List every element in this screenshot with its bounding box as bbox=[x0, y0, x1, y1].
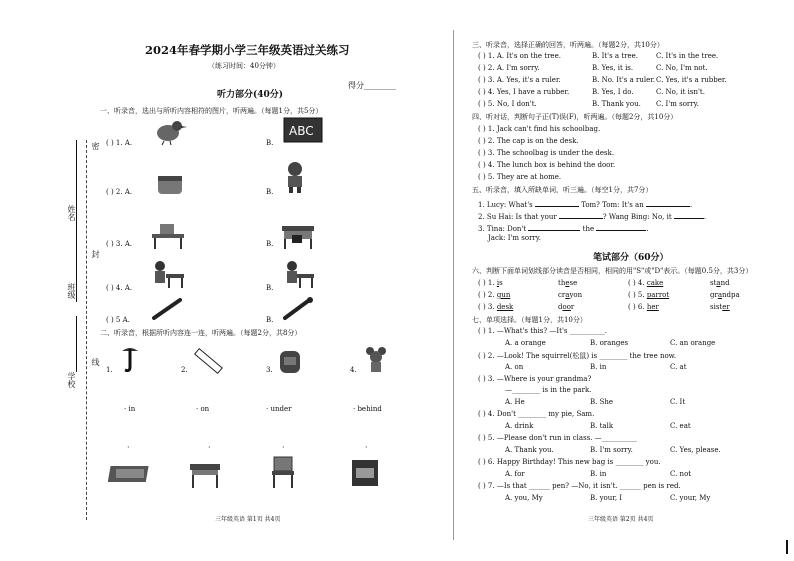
q1-row-5-right: B. bbox=[266, 316, 274, 324]
q2-num-4: 4. bbox=[350, 366, 357, 374]
side-name-label: 姓名 bbox=[67, 205, 76, 221]
q7-item-5-a: A. Thank you. bbox=[505, 446, 554, 454]
q6-item-3: ( ) 3. desk bbox=[478, 303, 514, 311]
marker-pen-icon bbox=[280, 296, 316, 322]
q7-item-1-b: B. oranges bbox=[590, 339, 629, 347]
blank-5[interactable] bbox=[528, 222, 580, 231]
q6-item-6-word: sister bbox=[710, 303, 730, 311]
bag-on-desk-icon bbox=[150, 220, 186, 250]
q1-row-1-right: B. bbox=[266, 139, 274, 147]
q3-row-5: ( ) 5. No, I don't. bbox=[478, 100, 537, 108]
q7-item-7-b: B. your, I bbox=[590, 494, 623, 502]
q4-row-5: ( ) 5. They are at home. bbox=[478, 173, 562, 181]
q4-row-4: ( ) 4. The lunch box is behind the door. bbox=[478, 161, 616, 169]
q3-row-3-c: C. Yes, it's a rubber. bbox=[656, 76, 727, 84]
q5-line-2: 2. Su Hai: Is that your ? Wang Bing: No, it . bbox=[478, 210, 706, 221]
robot-toy-icon bbox=[280, 160, 310, 194]
footer-page-2: 三年级英语 第2页 共4页 bbox=[588, 516, 654, 523]
q7-item-7-c: C. your, My bbox=[670, 494, 711, 502]
q6-item-3-word: door bbox=[558, 303, 575, 311]
q3-instruction: 三、听录音，选择正确的回答，听两遍。（每题2分，共10分） bbox=[472, 41, 664, 49]
written-section-title: 笔试部分（60分） bbox=[593, 253, 669, 263]
blank-3[interactable] bbox=[559, 210, 603, 219]
q2-word-in: · in bbox=[124, 405, 136, 413]
q7-item-5: ( ) 5. —Please don't run in class. —__________ bbox=[478, 434, 637, 442]
q7-item-6-a: A. for bbox=[505, 470, 525, 478]
q3-row-1-b: B. It's a tree. bbox=[592, 52, 638, 60]
side-mi: 密 bbox=[91, 142, 100, 150]
q7-item-4: ( ) 4. Don't ________ my pie, Sam. bbox=[478, 410, 595, 418]
q2-num-1: 1. bbox=[106, 366, 113, 374]
blank-6[interactable] bbox=[596, 222, 646, 231]
q6-item-1: ( ) 1. is bbox=[478, 279, 503, 287]
q6-item-4-word: stand bbox=[710, 279, 730, 287]
pen-icon bbox=[150, 296, 186, 322]
q6-item-4: ( ) 4. cake bbox=[628, 279, 664, 287]
binding-dashed-line bbox=[86, 140, 87, 520]
box-icon bbox=[350, 458, 380, 488]
q7-item-3-a: A. He bbox=[505, 398, 525, 406]
q3-row-5-c: C. I'm sorry. bbox=[656, 100, 699, 108]
q7-item-4-c: C. eat bbox=[670, 422, 691, 430]
q6-item-5-word: grandpa bbox=[710, 291, 740, 299]
blackboard-abc-icon bbox=[283, 117, 323, 143]
side-school-label: 学校 bbox=[67, 372, 76, 388]
q7-item-1-c: C. an orange bbox=[670, 339, 716, 347]
bag-in-desk-icon bbox=[280, 220, 316, 250]
q7-item-2-a: A. on bbox=[505, 363, 524, 371]
q5-line-1: 1. Lucy: What's Tom? Tom: It's an . bbox=[478, 198, 692, 209]
edge-mark bbox=[786, 540, 788, 554]
q5-instruction: 五、听录音，填入所缺单词，听三遍。（每空1分，共7分） bbox=[472, 186, 653, 194]
q1-row-3-right: B. bbox=[266, 240, 274, 248]
time-note: （练习时间：40分钟） bbox=[208, 62, 280, 70]
q3-row-4: ( ) 4. Yes, I have a rubber. bbox=[478, 88, 570, 96]
q7-item-7: ( ) 7. —Is that ______ pen? —No, it isn't. ______ pen is red. bbox=[478, 482, 681, 490]
q7-item-3: ( ) 3. —Where is your grandma? bbox=[478, 375, 592, 383]
q7-item-2: ( ) 2. —Look! The squirrel(松鼠) is ________ the tree now. bbox=[478, 352, 677, 360]
q2-instruction: 二、听录音，根据所听内容连一连，听两遍。（每题2分，共8分） bbox=[100, 329, 302, 337]
q7-item-3-c: C. It bbox=[670, 398, 686, 406]
side-xian: 线 bbox=[91, 358, 100, 366]
desk-icon bbox=[188, 456, 222, 490]
q1-row-5-left: ( ) 5 A. bbox=[106, 316, 130, 324]
q7-item-4-a: A. drink bbox=[505, 422, 534, 430]
boy-at-desk-icon bbox=[150, 258, 186, 290]
q1-row-2-right: B. bbox=[266, 188, 274, 196]
girl-at-desk-icon bbox=[280, 258, 316, 290]
q1-row-2-left: ( ) 2. A. bbox=[106, 188, 133, 196]
q2-word-under: · under bbox=[266, 405, 292, 413]
q3-row-4-b: B. Yes, I do. bbox=[592, 88, 634, 96]
chair-icon bbox=[268, 454, 298, 490]
pencil-case-icon bbox=[155, 170, 185, 198]
q1-row-4-left: ( ) 4. A. bbox=[106, 284, 133, 292]
q7-item-3-line-2: —________ is in the park. bbox=[505, 386, 592, 394]
q3-row-1-c: C. It's in the tree. bbox=[656, 52, 719, 60]
q1-row-3-left: ( ) 3. A. bbox=[106, 240, 133, 248]
q7-item-5-b: B. I'm sorry. bbox=[590, 446, 633, 454]
q4-row-1: ( ) 1. Jack can't find his schoolbag. bbox=[478, 125, 601, 133]
schoolbag-icon bbox=[276, 345, 304, 375]
q1-row-1-left: ( ) 1. A. bbox=[106, 139, 133, 147]
q5-line-4: Jack: I'm sorry. bbox=[488, 234, 542, 242]
q7-item-2-c: C. at bbox=[670, 363, 687, 371]
bird-icon bbox=[150, 116, 190, 146]
fold-divider bbox=[453, 30, 454, 540]
q3-row-2: ( ) 2. A. I'm sorry. bbox=[478, 64, 540, 72]
q3-row-1: ( ) 1. A. It's on the tree. bbox=[478, 52, 561, 60]
ruler-icon bbox=[192, 345, 224, 375]
q1-instruction: 一、听录音，选出与所听内容相符的图片，听两遍。（每题1分，共5分） bbox=[100, 107, 323, 115]
q7-instruction: 七、单项选择。（每题1分，共10分） bbox=[472, 316, 587, 324]
q6-item-1-word: these bbox=[558, 279, 578, 287]
side-feng: 封 bbox=[91, 250, 100, 258]
q2-word-behind: · behind bbox=[353, 405, 382, 413]
q4-row-2: ( ) 2. The cap is on the desk. bbox=[478, 137, 579, 145]
q7-item-1-a: A. a orange bbox=[505, 339, 546, 347]
q7-item-6-b: B. in bbox=[590, 470, 607, 478]
q4-instruction: 四、听对话，判断句子正(T)误(F)，听两遍。（每题2分，共10分） bbox=[472, 113, 678, 121]
q7-item-2-b: B. in bbox=[590, 363, 607, 371]
q3-row-3-b: B. No. It's a ruler. bbox=[592, 76, 656, 84]
q2-num-2: 2. bbox=[181, 366, 188, 374]
q6-item-5: ( ) 5. parrot bbox=[628, 291, 670, 299]
q7-item-6: ( ) 6. Happy Birthday! This new bag is ________ you. bbox=[478, 458, 661, 466]
blank-1[interactable] bbox=[535, 198, 579, 207]
pencil-box-icon bbox=[108, 458, 154, 488]
listening-section-title: 听力部分(40分) bbox=[217, 90, 284, 100]
q2-word-on: · on bbox=[196, 405, 210, 413]
q6-item-2: ( ) 2. gun bbox=[478, 291, 511, 299]
q6-item-6: ( ) 6. her bbox=[628, 303, 659, 311]
side-class-label: 班级 bbox=[67, 283, 76, 299]
mouse-toy-icon bbox=[362, 345, 390, 375]
q7-item-4-b: B. talk bbox=[590, 422, 614, 430]
umbrella-icon bbox=[118, 345, 142, 373]
q3-row-2-c: C. No, I'm not. bbox=[656, 64, 708, 72]
q6-item-2-word: crayon bbox=[558, 291, 583, 299]
footer-page-1: 三年级英语 第1页 共4页 bbox=[215, 516, 281, 523]
q3-row-5-b: B. Thank you. bbox=[592, 100, 641, 108]
q4-row-3: ( ) 3. The schoolbag is under the desk. bbox=[478, 149, 615, 157]
q7-item-5-c: C. Yes, please. bbox=[670, 446, 721, 454]
q3-row-3: ( ) 3. A. Yes, it's a ruler. bbox=[478, 76, 561, 84]
q7-item-3-b: B. She bbox=[590, 398, 614, 406]
q6-instruction: 六、判断下面单词划线部分读音是否相同，相同的用"S"或"D"表示。（每题0.5分，共3分） bbox=[472, 267, 753, 275]
svg-text:ABC: ABC bbox=[289, 124, 314, 138]
q2-num-3: 3. bbox=[266, 366, 273, 374]
score-label: 得分________ bbox=[348, 81, 396, 90]
blank-4[interactable] bbox=[674, 210, 704, 219]
q5-line-3: 3. Tina: Don't the . bbox=[478, 222, 649, 233]
page-title: 2024年春学期小学三年级英语过关练习 bbox=[145, 43, 350, 57]
q3-row-2-b: B. Yes, it is. bbox=[592, 64, 634, 72]
q1-row-4-right: B. bbox=[266, 284, 274, 292]
q3-row-4-c: C. No, it isn't. bbox=[656, 88, 705, 96]
q7-item-1: ( ) 1. —What's this? —It's __________. bbox=[478, 327, 607, 335]
q7-item-6-c: C. not bbox=[670, 470, 692, 478]
q7-item-7-a: A. you, My bbox=[505, 494, 543, 502]
blank-2[interactable] bbox=[646, 198, 690, 207]
